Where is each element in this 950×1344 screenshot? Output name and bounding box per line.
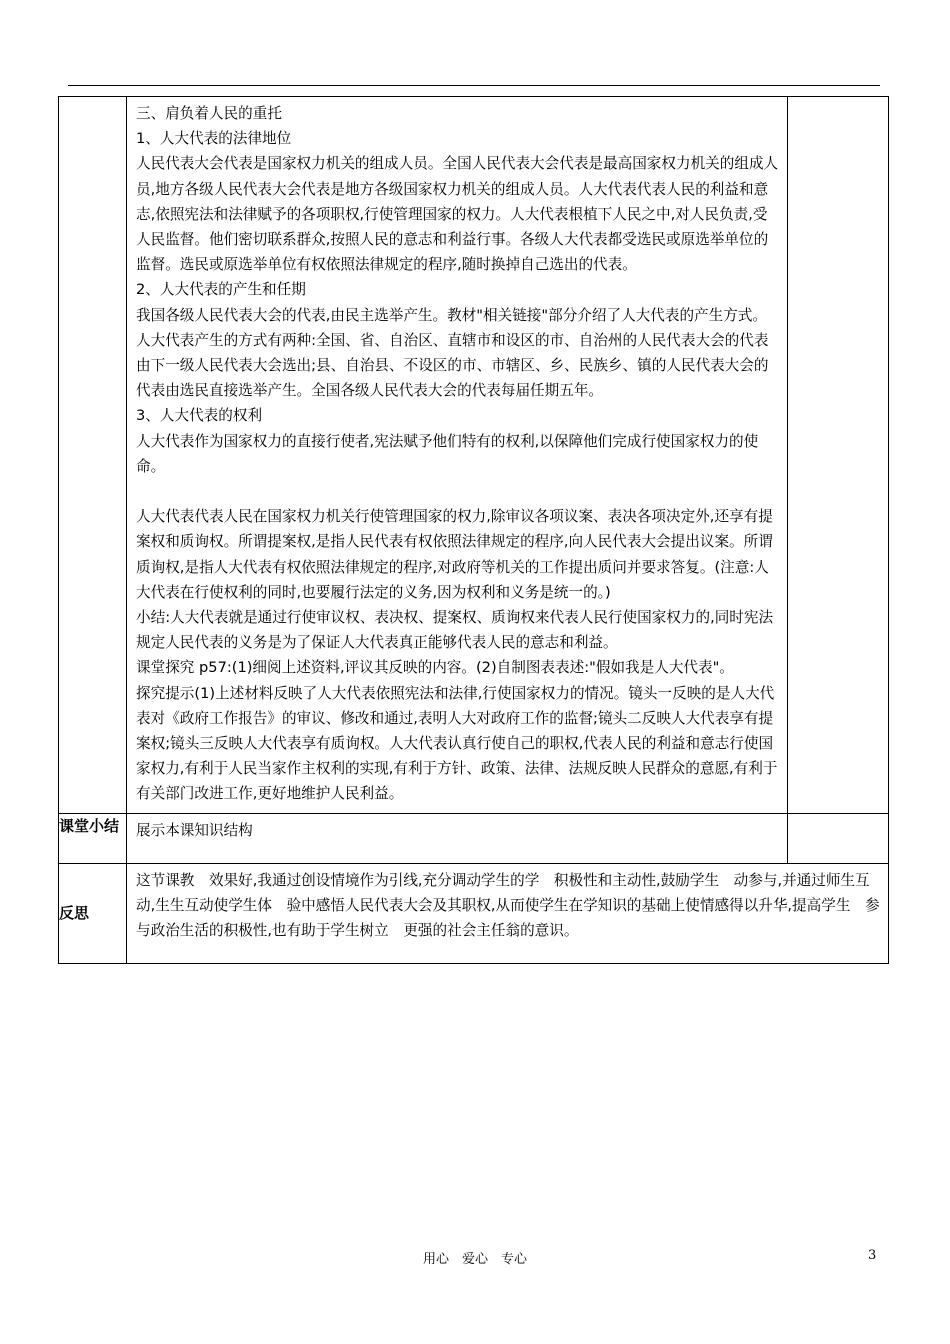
content-row: [59, 97, 889, 814]
summary-row: [59, 813, 889, 863]
summary-text: 展示本课知识结构: [136, 821, 253, 839]
paragraph-inquiry-hint: 探究提示(1)上述材料反映了人大代表依照宪法和法律,行使国家权力的情况。镜头一反映的是人大代表对《政府工作报告》的审议、修改和通过,表明人大对政府工作的监督;镜头二反映人大代表享有提案权;镜头三反映人大代表享有质询权。人大代表认真行使自己的职权,代表人民的利益和意志行使国家权力,有利于人民当家作主权利的实现,有利于方针、政策、法律、法规反映人民群众的意愿,有利于有关部门改进工作,更好地维护人民利益。: [136, 684, 778, 803]
footer-motto: 用心 爱心 专心: [422, 1252, 527, 1267]
paragraph-rights-intro: 人大代表作为国家权力的直接行使者,宪法赋予他们特有的权利,以保障他们完成行使国家权力的使命。: [136, 432, 759, 475]
subheading-election-term: 2、人大代表的产生和任期: [136, 281, 306, 299]
paragraph-class-inquiry: 课堂探究 p57:(1)细阅上述资料,评议其反映的内容。(2)自制图表表述:"假如我是人大代表"。: [136, 659, 734, 677]
subheading-rights: 3、人大代表的权利: [136, 407, 263, 425]
reflection-cell: [127, 863, 889, 963]
paragraph-election: 我国各级人民代表大会的代表,由民主选举产生。教材"相关链接"部分介绍了人大代表的产生方式。: [136, 306, 768, 324]
reflection-text: 这节课教 效果好,我通过创设情境作为引线,充分调动学生的学 积极性和主动性,鼓励学生 动参与,并通过师生互动,生生互动使学生体 验中感悟人民代表大会及其职权,从而使学生在学知识的基础上使情感得以升华,提高学生 参与政治生活的积极性,也有助于学生树立 更强的社会主任翁的意识。: [136, 871, 880, 939]
paragraph-summary-note: 小结:人大代表就是通过行使审议权、表决权、提案权、质询权来代表人民行使国家权力的,同时宪法规定人民代表的义务是为了保证人大代表真正能够代表人民的意志和利益。: [136, 609, 774, 652]
reflection-row: [59, 863, 889, 963]
reflection-label: [59, 863, 127, 963]
summary-note-cell: [788, 813, 889, 863]
summary-label-text: 课堂小结: [59, 816, 120, 835]
paragraph-election-methods: 人大代表产生的方式有两种:全国、省、自治区、直辖市和设区的市、自治州的人民代表大会的代表由下一级人民代表大会选出;县、自治县、不设区的市、市辖区、乡、民族乡、镇的人民代表大会的代表由选民直接选举产生。全国各级人民代表大会的代表每届任期五年。: [136, 331, 769, 400]
summary-label: [59, 813, 127, 863]
summary-cell: [127, 813, 788, 863]
reflection-label-text: 反思: [59, 903, 90, 922]
lesson-table: [58, 96, 889, 964]
content-note-cell: [788, 97, 889, 814]
blank-line: [136, 479, 781, 504]
page-number: 3: [868, 1248, 877, 1263]
header-rule: [68, 85, 880, 86]
content-label-cell: [59, 97, 127, 814]
content-cell: [127, 97, 788, 814]
paragraph-legal-status: 人民代表大会代表是国家权力机关的组成人员。全国人民代表大会代表是最高国家权力机关的组成人员,地方各级人民代表大会代表是地方各级国家权力机关的组成人员。人大代表代表人民的利益和意志,依照宪法和法律赋予的各项职权,行使管理国家的权力。人大代表根植下人民之中,对人民负责,受人民监督。他们密切联系群众,按照人民的意志和利益行事。各级人大代表都受选民或原选举单位的监督。选民或原选举单位有权依照法律规定的程序,随时换掉自己选出的代表。: [136, 155, 779, 274]
section-heading: 三、肩负着人民的重托: [136, 105, 282, 122]
paragraph-rights-detail: 人大代表代表人民在国家权力机关行使管理国家的权力,除审议各项议案、表决各项决定外,还享有提案权和质询权。所谓提案权,是指人民代表有权依照法律规定的程序,向人民代表大会提出议案。所谓质询权,是指人大代表有权依照法律规定的程序,对政府等机关的工作提出质问并要求答复。(注意:人大代表在行使权利的同时,也要履行法定的义务,因为权利和义务是统一的。): [136, 508, 773, 601]
subheading-legal-status: 1、人大代表的法律地位: [136, 130, 292, 148]
